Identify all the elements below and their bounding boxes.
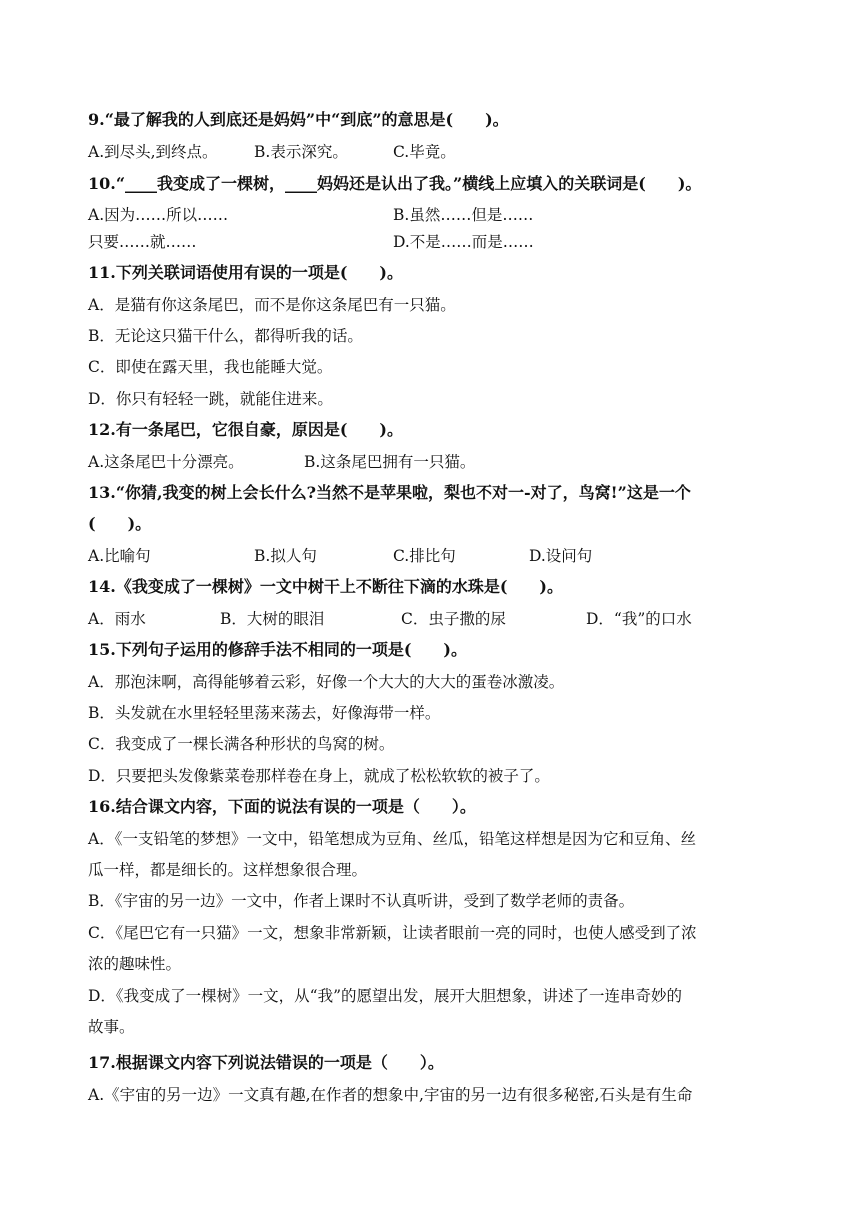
question-15-option-b: B．头发就在水里轻轻里荡来荡去，好像海带一样。 [88, 704, 441, 722]
question-15-option-c: C．我变成了一棵长满各种形状的鸟窝的树。 [88, 735, 395, 753]
question-14-option-c: C．虫子撒的尿 [401, 610, 506, 628]
question-13-option-d: D.设问句 [529, 547, 593, 565]
question-10-option-b: B.虽然……但是…… [393, 206, 534, 224]
question-13-stem-line1: 13.“你猜,我变的树上会长什么?当然不是苹果啦，梨也不对一-对了，鸟窝!”这是一个 [88, 483, 691, 502]
question-12-option-a: A.这条尾巴十分漂亮。 [88, 453, 244, 471]
question-14-option-b: B．大树的眼泪 [220, 610, 325, 628]
question-10-stem: 10.“____我变成了一棵树，____妈妈还是认出了我。”横线上应填入的关联词是( )。 [88, 174, 702, 193]
question-11-stem: 11.下列关联词语使用有误的一项是( )。 [88, 263, 403, 282]
question-14-option-a: A．雨水 [88, 610, 146, 628]
question-15-option-a: A．那泡沫啊，高得能够着云彩，好像一个大大的大大的蛋卷冰激凌。 [88, 673, 565, 691]
question-13-option-a: A.比喻句 [88, 547, 151, 565]
question-17-option-a-line1: A.《宇宙的另一边》一文真有趣,在作者的想象中,宇宙的另一边有很多秘密,石头是有生命 [88, 1086, 693, 1104]
question-16-option-a-line1: A．《一支铅笔的梦想》一文中，铅笔想成为豆角、丝瓜，铅笔这样想是因为它和豆角、丝 [88, 830, 696, 848]
question-13-option-c: C.排比句 [393, 547, 456, 565]
question-16-option-c-line1: C．《尾巴它有一只猫》一文，想象非常新颖，让读者眼前一亮的同时，也使人感受到了浓 [88, 924, 697, 942]
question-14-stem: 14.《我变成了一棵树》一文中树干上不断往下滴的水珠是( )。 [88, 577, 563, 596]
question-13-stem-line2: ( )。 [88, 514, 152, 533]
question-16-option-a-line2: 瓜一样，都是细长的。这样想象很合理。 [88, 861, 368, 879]
question-11-option-c: C．即使在露天里，我也能睡大觉。 [88, 358, 333, 376]
question-15-option-d: D．只要把头发像紫菜卷那样卷在身上，就成了松松软软的被子了。 [88, 767, 550, 785]
question-12-stem: 12.有一条尾巴，它很自豪，原因是( )。 [88, 420, 403, 439]
question-11-option-a: A．是猫有你这条尾巴，而不是你这条尾巴有一只猫。 [88, 296, 456, 314]
question-11-option-d: D．你只有轻轻一跳，就能住进来。 [88, 390, 333, 408]
question-12-option-b: B.这条尾巴拥有一只猫。 [304, 453, 476, 471]
question-9-stem: 9.“最了解我的人到底还是妈妈”中“到底”的意思是( )。 [88, 110, 509, 129]
question-10-option-d: D.不是……而是…… [393, 233, 534, 251]
question-10-option-c: 只要……就…… [88, 233, 197, 251]
question-16-option-d-line1: D．《我变成了一棵树》一文，从“我”的愿望出发，展开大胆想象，讲述了一连串奇妙的 [88, 987, 683, 1005]
question-9-option-b: B.表示深究。 [254, 143, 348, 161]
question-14-option-d: D．“我”的口水 [586, 610, 692, 628]
question-11-option-b: B．无论这只猫干什么，都得听我的话。 [88, 327, 363, 345]
question-9-option-c: C.毕竟。 [393, 143, 456, 161]
question-9-option-a: A.到尽头,到终点。 [88, 143, 218, 161]
question-16-option-b: B．《宇宙的另一边》一文中，作者上课时不认真听讲，受到了数学老师的责备。 [88, 892, 635, 910]
question-13-option-b: B.拟人句 [254, 547, 317, 565]
question-16-stem: 16.结合课文内容，下面的说法有误的一项是（ ）。 [88, 797, 476, 816]
question-15-stem: 15.下列句子运用的修辞手法不相同的一项是( )。 [88, 640, 467, 659]
question-10-option-a: A.因为……所以…… [88, 206, 229, 224]
question-16-option-c-line2: 浓的趣味性。 [88, 955, 182, 973]
question-16-option-d-line2: 故事。 [88, 1018, 135, 1036]
question-17-stem: 17.根据课文内容下列说法错误的一项是（ ）。 [88, 1053, 444, 1072]
